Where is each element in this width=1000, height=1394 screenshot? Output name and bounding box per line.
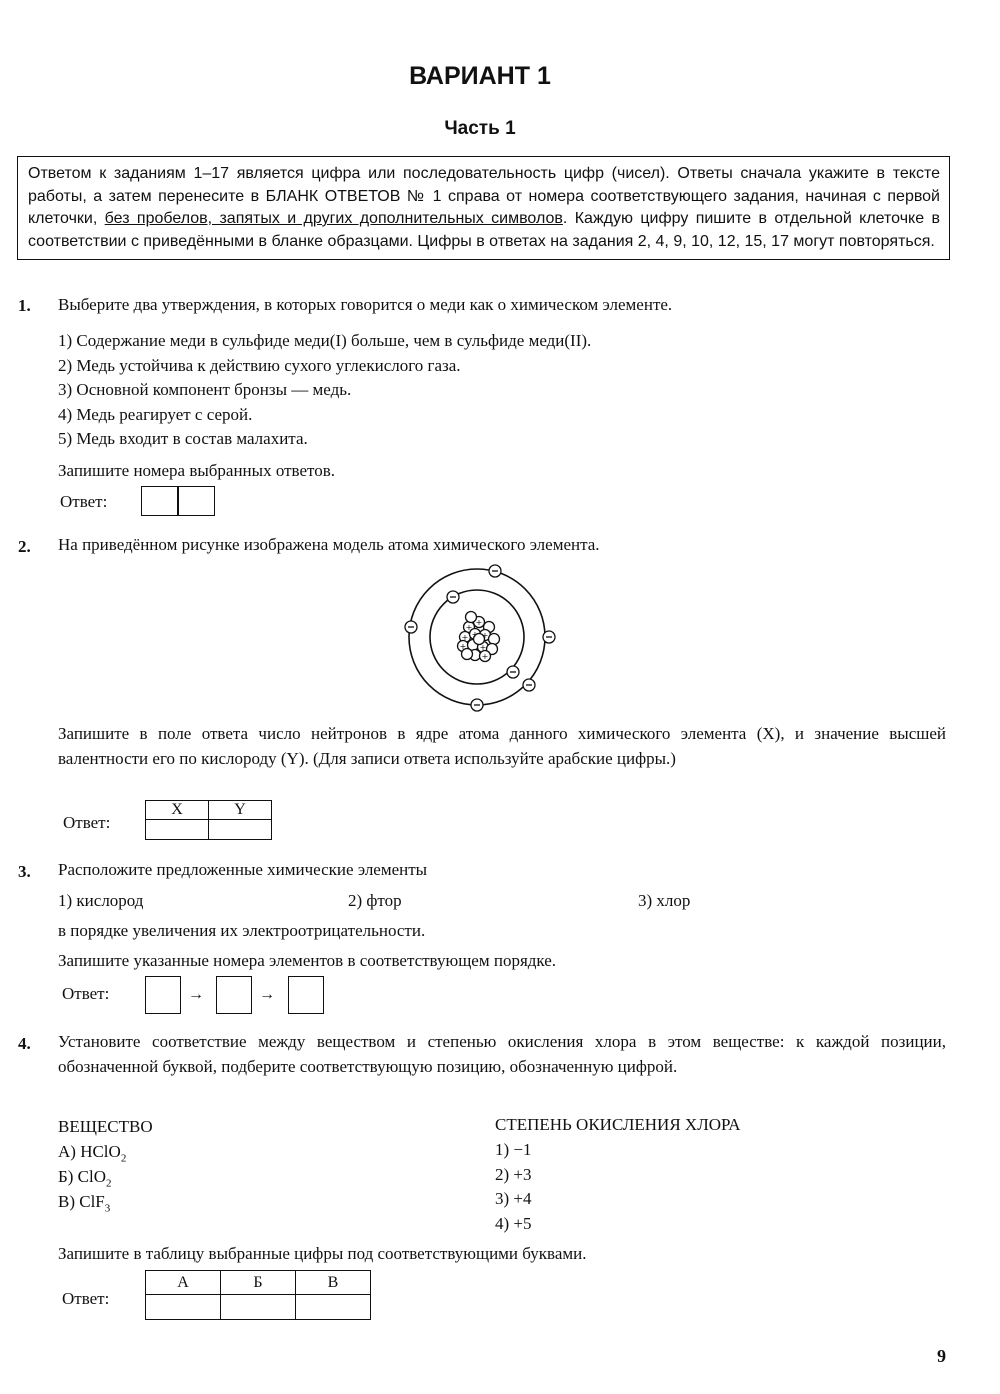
q1-option: 2) Медь устойчива к действию сухого углекислого газа. [58,355,461,375]
q4-left-header: ВЕЩЕСТВО [58,1117,153,1136]
q1-option: 1) Содержание меди в сульфиде меди(I) больше, чем в сульфиде меди(II). [58,331,592,350]
q4-state-2: 2) +3 [495,1165,532,1184]
q3-element-2: 2) фтор [348,891,402,910]
part-title: Часть 1 [444,118,516,139]
q3-element-1: 1) кислород [58,891,144,910]
q4-substance-v: В) ClF$_3$ [58,1192,111,1215]
q2-answer-table [145,800,272,840]
proton-mark: + [465,623,473,632]
q1-option: 4) Медь реагирует с серой. [58,404,253,424]
q4-state-1: 1) −1 [495,1140,532,1159]
q4-answer-v-cell[interactable] [296,1295,371,1320]
q1-options [58,329,591,452]
proton-mark: + [471,630,479,639]
q2-text: На приведённом рисунке изображена модель атома химического элемента. [58,535,600,554]
q4-answer-a-cell[interactable] [146,1295,221,1320]
q4-col-v: В [296,1271,371,1295]
q3-arrow: → [259,986,275,1003]
proton-mark: + [481,631,489,640]
proton-mark: + [461,633,469,642]
atom-model-figure [395,557,565,717]
q1-option: 5) Медь входит в состав малахита. [58,429,308,448]
q1-answer-cell-2[interactable] [177,486,215,516]
q4-prompt: Запишите в таблицу выбранные цифры под соответствующими буквами. [58,1244,587,1263]
q3-element-3: 3) хлор [638,891,691,910]
q2-answer-label: Ответ: [63,813,111,832]
q1-number: 1. [18,296,31,315]
q3-answer-label: Ответ: [62,984,110,1003]
q4-state-4: 4) +5 [495,1214,532,1233]
proton-mark: + [481,652,489,661]
proton-mark: + [459,642,467,651]
instructions-box [17,156,950,260]
q1-answer-cell-1[interactable] [141,486,179,516]
q3-prompt: Запишите указанные номера элементов в соответствующем порядке. [58,951,557,970]
q2-prompt: Запишите в поле ответа число нейтронов в ядре атома данного химического элемента (X), и значение высшей валентности его по кислороду (Y). (Для записи ответа используйте арабские цифры.) [58,724,946,768]
q2-answer-y-cell[interactable] [209,820,272,840]
q4-col-b: Б [221,1271,296,1295]
q3-text2: в порядке увеличения их электроотрицательности. [58,921,426,940]
q1-answer-label: Ответ: [60,492,108,511]
q4-col-a: А [146,1271,221,1295]
q4-number: 4. [18,1034,31,1053]
q3-number: 3. [18,862,31,881]
q2-col-y: Y [209,801,272,820]
q4-answer-b-cell[interactable] [221,1295,296,1320]
q3-arrow: → [188,986,204,1003]
q1-prompt: Запишите номера выбранных ответов. [58,461,335,480]
instructions-underlined: без пробелов, запятых и других дополнительных символов [104,210,563,227]
proton-mark: + [479,643,487,652]
q3-answer-cell-1[interactable] [145,976,181,1014]
q4-answer-table [145,1270,371,1320]
q4-state-3: 3) +4 [495,1189,532,1208]
q2-answer-x-cell[interactable] [146,820,209,840]
q1-option: 3) Основной компонент бронзы — медь. [58,380,352,399]
q3-answer-cell-2[interactable] [216,976,252,1014]
q2-number: 2. [18,537,31,556]
q2-col-x: X [146,801,209,820]
q3-answer-cell-3[interactable] [288,976,324,1014]
q4-text: Установите соответствие между веществом и степенью окисления хлора в этом веществе: к каждой позиции, обозначенной буквой, подберите соответствующую позицию, обозначенную цифрой. [58,1032,946,1076]
variant-title: ВАРИАНТ 1 [409,62,551,90]
q4-answer-label: Ответ: [62,1289,110,1308]
q4-substance-a: А) HClO$_2$ [58,1142,127,1165]
page-number: 9 [937,1346,946,1366]
q4-substance-b: Б) ClO$_2$ [58,1167,112,1190]
q3-text: Расположите предложенные химические элементы [58,860,428,879]
instructions-text-end: . Каждую цифру пишите в отдельной клеточке в соответствии с приведёнными в бланке образцами. Цифры в ответах на задания 2, 4, 9, 10, 12, 15, 17 могут повторяться. [28,210,941,250]
proton-mark: + [475,618,483,627]
q4-right-header: СТЕПЕНЬ ОКИСЛЕНИЯ ХЛОРА [495,1115,741,1134]
q1-text: Выберите два утверждения, в которых говорится о меди как о химическом элементе. [58,295,673,314]
instructions-text: Ответом к заданиям 1–17 является цифра или последовательность цифр (чисел). Ответы сначала укажите в тексте работы, а затем перенесите в БЛАНК ОТВЕТОВ № 1 справа от номера соответствующего задания, начиная с первой клеточки, [28,165,940,227]
